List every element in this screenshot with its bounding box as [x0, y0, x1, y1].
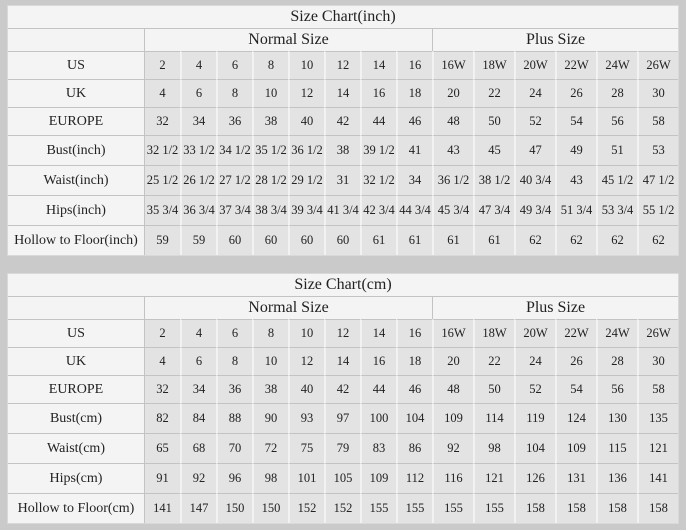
size-cell: 6	[180, 347, 216, 375]
size-cell: 54	[555, 107, 596, 135]
size-cell: 52	[514, 375, 555, 403]
size-cell: 121	[473, 463, 514, 493]
size-cell: 62	[637, 225, 678, 255]
size-cell: 51 3/4	[555, 195, 596, 225]
size-cell: 75	[288, 433, 324, 463]
size-cell: 47 3/4	[473, 195, 514, 225]
size-cell: 116	[432, 463, 473, 493]
row-label: Bust(cm)	[8, 403, 144, 433]
size-cell: 12	[324, 51, 360, 79]
group-header-plus-size: Plus Size	[432, 296, 678, 319]
row-label: EUROPE	[8, 107, 144, 135]
table-row	[8, 375, 678, 403]
size-cell: 60	[288, 225, 324, 255]
size-cell: 45 1/2	[596, 165, 637, 195]
size-cell: 114	[473, 403, 514, 433]
size-cell: 32	[144, 107, 180, 135]
size-cell: 48	[432, 107, 473, 135]
size-cell: 24W	[596, 319, 637, 347]
size-cell: 119	[514, 403, 555, 433]
size-cell: 61	[432, 225, 473, 255]
size-cell: 46	[396, 375, 432, 403]
size-cell: 43	[555, 165, 596, 195]
size-cell: 8	[216, 347, 252, 375]
size-cell: 16	[396, 319, 432, 347]
size-cell: 58	[637, 107, 678, 135]
size-cell: 12	[288, 79, 324, 107]
size-cell: 49	[555, 135, 596, 165]
size-cell: 158	[514, 493, 555, 523]
size-cell: 98	[252, 463, 288, 493]
size-cell: 10	[252, 347, 288, 375]
size-cell: 61	[396, 225, 432, 255]
size-cell: 136	[596, 463, 637, 493]
size-cell: 105	[324, 463, 360, 493]
size-cell: 158	[596, 493, 637, 523]
size-cell: 24	[514, 347, 555, 375]
size-cell: 16W	[432, 51, 473, 79]
size-cell: 68	[180, 433, 216, 463]
size-cell: 48	[432, 375, 473, 403]
size-cell: 40 3/4	[514, 165, 555, 195]
size-cell: 8	[252, 51, 288, 79]
size-cell: 37 3/4	[216, 195, 252, 225]
size-cell: 26 1/2	[180, 165, 216, 195]
size-cell: 53 3/4	[596, 195, 637, 225]
size-cell: 14	[360, 51, 396, 79]
size-cell: 34	[180, 107, 216, 135]
size-cell: 30	[637, 79, 678, 107]
size-cell: 26W	[637, 51, 678, 79]
size-cell: 20W	[514, 51, 555, 79]
size-cell: 131	[555, 463, 596, 493]
size-cell: 2	[144, 51, 180, 79]
size-cell: 30	[637, 347, 678, 375]
table-row	[8, 463, 678, 493]
size-cell: 42	[324, 107, 360, 135]
size-cell: 91	[144, 463, 180, 493]
size-cell: 38	[252, 375, 288, 403]
size-cell: 28 1/2	[252, 165, 288, 195]
row-label: Bust(inch)	[8, 135, 144, 165]
row-label: Hollow to Floor(cm)	[8, 493, 144, 523]
size-cell: 16	[360, 347, 396, 375]
size-cell: 59	[144, 225, 180, 255]
group-header-normal-size: Normal Size	[144, 296, 432, 319]
size-cell: 82	[144, 403, 180, 433]
size-cell: 96	[216, 463, 252, 493]
size-cell: 53	[637, 135, 678, 165]
title-row	[8, 274, 678, 296]
size-cell: 14	[360, 319, 396, 347]
size-cell: 42	[324, 375, 360, 403]
size-cell: 4	[180, 51, 216, 79]
size-cell: 18	[396, 347, 432, 375]
size-cell: 152	[288, 493, 324, 523]
size-cell: 56	[596, 107, 637, 135]
size-cell: 152	[324, 493, 360, 523]
size-cell: 97	[324, 403, 360, 433]
size-cell: 43	[432, 135, 473, 165]
size-cell: 4	[144, 79, 180, 107]
size-cell: 45 3/4	[432, 195, 473, 225]
size-cell: 16W	[432, 319, 473, 347]
table-row	[8, 135, 678, 165]
size-cell: 52	[514, 107, 555, 135]
size-cell: 39 1/2	[360, 135, 396, 165]
size-cell: 35 3/4	[144, 195, 180, 225]
size-cell: 20W	[514, 319, 555, 347]
size-cell: 90	[252, 403, 288, 433]
group-header-row	[8, 296, 678, 319]
size-cell: 31	[324, 165, 360, 195]
size-cell: 56	[596, 375, 637, 403]
size-cell: 14	[324, 79, 360, 107]
size-cell: 22W	[555, 319, 596, 347]
size-cell: 36	[216, 107, 252, 135]
size-cell: 121	[637, 433, 678, 463]
size-cell: 58	[637, 375, 678, 403]
size-cell: 60	[216, 225, 252, 255]
size-cell: 38 1/2	[473, 165, 514, 195]
table-title: Size Chart(inch)	[8, 6, 678, 28]
size-cell: 130	[596, 403, 637, 433]
size-cell: 135	[637, 403, 678, 433]
size-cell: 8	[216, 79, 252, 107]
group-header-row	[8, 28, 678, 51]
size-cell: 18W	[473, 51, 514, 79]
size-cell: 32	[144, 375, 180, 403]
size-cell: 150	[252, 493, 288, 523]
table-row	[8, 319, 678, 347]
size-cell: 44	[360, 107, 396, 135]
size-cell: 141	[144, 493, 180, 523]
size-chart-inch-table	[7, 5, 679, 256]
size-cell: 24W	[596, 51, 637, 79]
size-cell: 4	[180, 319, 216, 347]
size-cell: 36 3/4	[180, 195, 216, 225]
group-header-plus-size: Plus Size	[432, 28, 678, 51]
size-cell: 27 1/2	[216, 165, 252, 195]
size-cell: 8	[252, 319, 288, 347]
size-cell: 12	[288, 347, 324, 375]
size-cell: 98	[473, 433, 514, 463]
size-cell: 20	[432, 347, 473, 375]
size-cell: 26	[555, 79, 596, 107]
title-row	[8, 6, 678, 28]
size-cell: 86	[396, 433, 432, 463]
size-cell: 150	[216, 493, 252, 523]
size-cell: 92	[180, 463, 216, 493]
size-cell: 100	[360, 403, 396, 433]
size-cell: 18	[396, 79, 432, 107]
size-cell: 42 3/4	[360, 195, 396, 225]
size-cell: 155	[396, 493, 432, 523]
size-cell: 41	[396, 135, 432, 165]
size-cell: 70	[216, 433, 252, 463]
size-cell: 38	[324, 135, 360, 165]
size-cell: 158	[555, 493, 596, 523]
size-cell: 112	[396, 463, 432, 493]
size-cell: 124	[555, 403, 596, 433]
size-cell: 109	[432, 403, 473, 433]
table-row	[8, 195, 678, 225]
size-cell: 60	[324, 225, 360, 255]
size-cell: 62	[596, 225, 637, 255]
size-cell: 44	[360, 375, 396, 403]
group-header-normal-size: Normal Size	[144, 28, 432, 51]
size-cell: 38	[252, 107, 288, 135]
size-cell: 34 1/2	[216, 135, 252, 165]
row-label: EUROPE	[8, 375, 144, 403]
size-cell: 60	[252, 225, 288, 255]
size-cell: 10	[288, 319, 324, 347]
size-cell: 79	[324, 433, 360, 463]
size-cell: 26	[555, 347, 596, 375]
size-cell: 109	[555, 433, 596, 463]
row-label: Hips(inch)	[8, 195, 144, 225]
row-label: US	[8, 51, 144, 79]
size-cell: 47	[514, 135, 555, 165]
size-cell: 88	[216, 403, 252, 433]
row-label: UK	[8, 79, 144, 107]
size-cell: 44 3/4	[396, 195, 432, 225]
row-label: Waist(cm)	[8, 433, 144, 463]
size-cell: 16	[396, 51, 432, 79]
size-cell: 155	[473, 493, 514, 523]
table-row	[8, 225, 678, 255]
size-cell: 14	[324, 347, 360, 375]
table-row	[8, 403, 678, 433]
size-cell: 32 1/2	[144, 135, 180, 165]
table-row	[8, 493, 678, 523]
group-header-spacer	[8, 296, 144, 319]
size-cell: 33 1/2	[180, 135, 216, 165]
size-cell: 49 3/4	[514, 195, 555, 225]
size-cell: 36 1/2	[288, 135, 324, 165]
size-cell: 115	[596, 433, 637, 463]
size-cell: 6	[216, 319, 252, 347]
size-cell: 12	[324, 319, 360, 347]
size-cell: 16	[360, 79, 396, 107]
size-cell: 59	[180, 225, 216, 255]
size-cell: 18W	[473, 319, 514, 347]
size-cell: 126	[514, 463, 555, 493]
size-cell: 147	[180, 493, 216, 523]
size-cell: 10	[288, 51, 324, 79]
size-cell: 141	[637, 463, 678, 493]
size-cell: 50	[473, 107, 514, 135]
size-cell: 28	[596, 79, 637, 107]
size-cell: 6	[180, 79, 216, 107]
size-cell: 34	[396, 165, 432, 195]
row-label: US	[8, 319, 144, 347]
table-row	[8, 107, 678, 135]
size-cell: 22	[473, 347, 514, 375]
size-cell: 93	[288, 403, 324, 433]
size-cell: 28	[596, 347, 637, 375]
size-cell: 38 3/4	[252, 195, 288, 225]
size-cell: 34	[180, 375, 216, 403]
size-cell: 83	[360, 433, 396, 463]
size-cell: 51	[596, 135, 637, 165]
table-row	[8, 433, 678, 463]
size-cell: 72	[252, 433, 288, 463]
size-cell: 39 3/4	[288, 195, 324, 225]
size-chart-cm-table	[7, 273, 679, 524]
size-cell: 2	[144, 319, 180, 347]
size-cell: 29 1/2	[288, 165, 324, 195]
table-row	[8, 165, 678, 195]
size-cell: 20	[432, 79, 473, 107]
size-cell: 155	[360, 493, 396, 523]
size-cell: 36	[216, 375, 252, 403]
size-cell: 155	[432, 493, 473, 523]
row-label: UK	[8, 347, 144, 375]
size-cell: 40	[288, 107, 324, 135]
size-cell: 61	[473, 225, 514, 255]
size-cell: 101	[288, 463, 324, 493]
size-cell: 45	[473, 135, 514, 165]
size-cell: 109	[360, 463, 396, 493]
size-cell: 158	[637, 493, 678, 523]
table-row	[8, 51, 678, 79]
row-label: Waist(inch)	[8, 165, 144, 195]
size-cell: 46	[396, 107, 432, 135]
size-cell: 4	[144, 347, 180, 375]
size-cell: 36 1/2	[432, 165, 473, 195]
table-row	[8, 347, 678, 375]
size-cell: 40	[288, 375, 324, 403]
table-row	[8, 79, 678, 107]
size-cell: 92	[432, 433, 473, 463]
size-cell: 62	[514, 225, 555, 255]
size-cell: 65	[144, 433, 180, 463]
group-header-spacer	[8, 28, 144, 51]
size-cell: 10	[252, 79, 288, 107]
row-label: Hollow to Floor(inch)	[8, 225, 144, 255]
size-cell: 6	[216, 51, 252, 79]
row-label: Hips(cm)	[8, 463, 144, 493]
size-cell: 22W	[555, 51, 596, 79]
table-title: Size Chart(cm)	[8, 274, 678, 296]
size-cell: 50	[473, 375, 514, 403]
size-cell: 54	[555, 375, 596, 403]
size-cell: 22	[473, 79, 514, 107]
size-cell: 41 3/4	[324, 195, 360, 225]
size-cell: 35 1/2	[252, 135, 288, 165]
size-cell: 55 1/2	[637, 195, 678, 225]
size-cell: 24	[514, 79, 555, 107]
size-cell: 62	[555, 225, 596, 255]
size-cell: 61	[360, 225, 396, 255]
size-cell: 84	[180, 403, 216, 433]
size-cell: 26W	[637, 319, 678, 347]
size-cell: 104	[514, 433, 555, 463]
size-cell: 104	[396, 403, 432, 433]
size-cell: 32 1/2	[360, 165, 396, 195]
size-cell: 25 1/2	[144, 165, 180, 195]
size-cell: 47 1/2	[637, 165, 678, 195]
